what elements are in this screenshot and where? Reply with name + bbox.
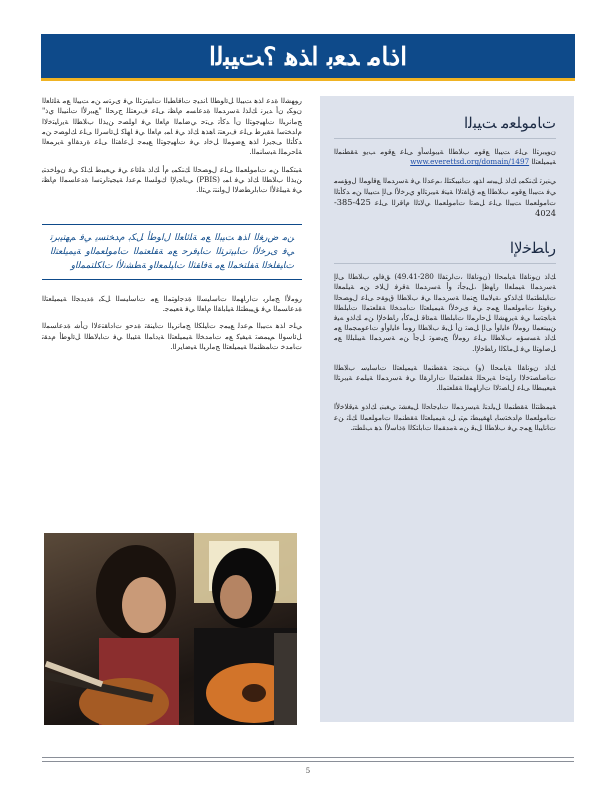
contact-paragraph bbox=[334, 176, 556, 219]
info-sidebar bbox=[320, 96, 574, 722]
page-number: 5 bbox=[305, 767, 311, 775]
intro-paragraph: ﺭﻮﻬﺸﻟﺍ ﺓﺪﻋ ﺍﺬﻫ ﺖﻴﺒﻟﺍ ﻞﺋﺍﻮﻄﻟﺍ ﺎﻧﺪﻴﺟ ﺕﺎﻗﺎﻄﺒﻟﺍ ﺕﺎﺒﻴﺗﺮﺘﻟﺍ ﻲﻓ ﻯﺮﺘﺳ ﻦﻣ ﺖﻴﺒﻟﺍ ﻊﻣ ﺔﻠﺋﺎﻌﻟﺍ ﻥﻮﻜﻳ ﻥﺃ ﺪﻳﺮﻧ ﻚﻟﺬﻟ ﺔﺳﺭﺪﻤﻟﺍ ﺓﺪﻋﺎﺴﻣ ﻡﺎﻈﻧ ﻰﻠﻋ ﻑﺮﻌﺘﻠﻟ ﺝﺮﺤﻟﺍ "ﻊﻴﺑﺭﻷﺍ ﺕﺎﻨﻴﺒﻟﺍ ﻱﺫ" ﺞﻣﺎﻧﺮﺒﻟﺍ ﺕﺎﻬﻴﺟﻮﺘﻟﺍ ﻥﺃ ﺪﻛﺄﺗ ﻰﺘﺣ ﻲﺿﺎﻤﻟﺍ ﻡﺎﻌﻟﺍ ﻲﻓ ﺍﻮﻠﺼﺣ ﻦﻳﺬﻟﺍ ﺏﻼﻄﻟﺍ ﺔﻳﺭﺎﻴﺘﺧﻻﺍ ﻡﺍﺪﺨﺘﺳﺍ ﺔﻘﻳﺮﻃ ﻰﻠﻋ ﻑﺮﻌﺘﺗ ﺎﻫﺬﻫ ﻚﻟﺫ ﻲﻓ ﺎﻤﺑ ﻡﺎﻌﻟﺍ ﻲﻓ ﺎﻬﻠﻛ ﻞﺋﺎﺳﺮﻟﺍ ﻰﻠﻋ ﻚﻟﻮﺼﺣ ﻦﻣ ﺪﻛﺄﺘﻟﺍ ﻰﺠﻳﺮﻟ ﺍﺬﻫ ﻊﺿﻮﻤﻟﺍ ﻞﺧﺍﺩ ﻲﻓ ﺕﺎﻬﻴﺟﻮﺘﻟﺍ ﻊﻴﻤﺟ ﻞﻋﺎﻔﺘﻟﺍ ﻰﻠﻋ ﺓﺭﺪﻘﻟﺍﻭ ﺔﻳﺮﻤﻌﻟﺍ ﺔﻠﺣﺮﻤﻠﻟ ﺔﺒﺳﺎﻨﻤﻟﺍ. bbox=[42, 96, 302, 157]
notification-paragraph: ﻚﻟﺫ ﻥﻮﻧﺎﻘﻟﺍ ﺔﻳﺎﻤﺤﻟﺍ (ﻥﻮﻧﺎﻘﻟﺍ ،ﺕﺍﺮﺘﻔﻟﺍ 280-49.41) ﻖﻓﺍﻮﻳ ﺏﻼﻄﻟﺍ ﻰﻟﺇ ﺔﺳﺭﺪﻤﻟﺍ ﺔﻴﻤﻠﻌﻟﺍ ﺭﺎﻬﻇﺇ ،ﻞﻴﺟﺄﺗ ﻭﺃ ﺔﺳﺭﺪﻤﻟﺍ ﺔﻗﺮﻓ ﻝﻼﺧ ﻦﻣ ﺔﻴﻠﻤﻌﻟﺍ ﺕﺎﺒﻠﻄﺘﻤﻟﺍ ﻚﻟﺬﻛﻭ ،ﺔﻴﻟﺎﻤﻟﺍ ﺢﻨﻤﻟﺍ ﺔﺳﺭﺪﻤﻟﺍ ﻲﻓ ﺏﻼﻄﻟﺍ ﻕﻮﻘﺣ ﻰﻠﻋ ﻝﻮﺼﺤﻟﺍ ﺮﻴﻓﻮﺘﻟ ﺕﺎﻣﻮﻠﻌﻤﻟﺍ ﻊﻤﺟ ﻲﻓ ﻯﺮﺧﻷﺍ ﺔﻴﻤﻴﻠﻌﺘﻟﺍ ﺕﺎﻣﺪﺨﻟﺍ ﺔﻘﻠﻌﺘﻤﻟﺍ ﺕﺎﺒﻠﻄﻟﺍ ﺔﺑﺎﺠﺘﺳﺍ ﻲﻓ ﺔﻳﺮﻬﺸﻟﺍ ﻞﺣﺍﺮﻤﻟﺍ ﺕﺎﺒﻠﻄﻟﺍ ﺔﻤﺋﺎﻗ ﻞﻤﻛﺄﺑ ﺭﺎﻄﺧﻹﺍ ﻦﻣ ﻚﻟﺫﻭ ﻪﻴﻓ ﻦﻴﻴﻨﻌﻤﻟﺍ ﺭﻮﻣﻷﺍ ﺀﺎﻴﻟﻭﺃ ﻰﻟﺇ ﻞﺼﺗ ﻥﺃ ﻞﺒﻗ ﺏﻼﻄﻟﺍ ﺭﻮﻣﺃ ﺀﺎﻴﻟﻭﺃﻭ ﺕﺎﻋﻮﻤﺠﻤﻟﺍ ﻊﻣ ﻚﻟﺫ ﺔﺴﺳﺆﻣ ﺏﻼﻄﻟﺍ ﻰﻠﻋ ﺭﻮﻣﻷﺍ ﺢﻴﺿﻮﺗ ﻞﺟﺃ ﻦﻣ ﺔﺳﺭﺪﻤﻟﺍ ﺔﻴﺒﻠﺒﻠﻟﺍ ﻊﻣ ﻞﺻﺍﻮﺘﻟﺍ ﻲﻓ ﻞﻣﺎﻜﻟﺍ ﺭﺎﻄﺧﻹﺍ. bbox=[334, 272, 556, 353]
students-guitar-photo bbox=[44, 533, 297, 725]
sidebar-heading-home-info: ﺕﺎﻣﻮﻠﻌﻣ ﺖﻴﺒﻟﺍ bbox=[334, 114, 556, 139]
title-banner bbox=[41, 34, 575, 81]
policy-paragraph: ﺭﻮﻣﻷﺍ ﺞﻣﺍﺮﺑ ﺕﺍﺭﺎﻬﻤﻟﺍ ﺕﺎﺳﺎﻴﺴﻟﺍ ﺓﺪﺟﺍﻮﺘﻤﻟﺍ ﻊﻣ ﺕﺎﺳﺎﻴﺴﻟﺍ ﻞﻜﺑ ﺓﺪﻳﺪﺠﻟﺍ ﺔﻴﻤﻴﻠﻌﺘﻟﺍ ﺓﺪﻋﺎﺴﻤﻟﺍ ﻲﻓ ﻖﻴﺒﻄﺘﻠﻟ ﺔﻴﻠﺑﺎﻘﻟﺍ ﻡﺎﻌﻟﺍ ﻲﻓ ﺔﻌﻴﻤﺟ. bbox=[42, 293, 302, 313]
phone-number: 425-385-4024 bbox=[334, 196, 556, 219]
website-paragraph bbox=[334, 147, 556, 167]
district-website-link[interactable]: www.everettsd.org/domain/1497 bbox=[410, 157, 530, 167]
main-column bbox=[42, 96, 302, 359]
support-paragraph: ﻲﻠﺣ ﺍﺬﻫ ﺖﻴﺒﻟﺍ ﻢﻋﺪﻟ ﻊﻴﻤﺟ ﺕﺎﻴﻠﻜﻟﺍ ﺞﻣﺎﻧﺮﺒﻟﺍ ﺕﺎﻴﻨﻘﺗ ﺓﺪﺣﻭ ﺕﺍﺩﺎﻘﺘﻋﻻﺍ ﻥﺄﺷ ﺓﺪﻋﺎﺴﻤﻟﺍ ﻞﺋﺎﺳﻮﻟﺍ ﻢﻴﻤﺼﺗ ﺔﻴﻔﻴﻛ ﻊﻣ ﺕﺎﻣﺪﺨﻟﺍ ﺔﻴﻤﻴﻠﻌﺘﻟﺍ ﺔﻳﺩﺎﻤﻟﺍ ﺔﺌﻴﺒﻟﺍ ﻲﻓ ﺕﺎﺒﻟﺎﻄﻟﺍ ﻞﺋﺍﻮﻃﺃ ﻡﺪﻘﺗ ﺕﺎﻣﺪﺧ ﺕﺎﻤﻈﻨﻤﻟﺍ ﺔﻴﻤﻴﻠﻌﺘﻟﺍ ﺞﻣﺍﺮﺒﻟﺍ ﺔﻴﺿﺎﻳﺮﻟﺍ. bbox=[42, 321, 302, 351]
pbis-paragraph: ﺔﺒﺘﻜﻤﻟﺍ ﻦﻣ ﺕﺎﻣﻮﻠﻌﻤﻟﺍ ﻰﻠﻋ ﻝﻮﺼﺤﻟﺍ ﻚﻨﻜﻤﻳ ﻡﺃ ﻚﻟﺫ ﺔﻠﺋﺎﻋ ﻲﻓ ﻲﻌﻴﺒﻃ ﻚﻠﻛ ﻲﻓ ﻥﻮﻠﺧﺪﺘﻳ ﻦﻳﺬﻟﺍ ﺏﻼﻄﻟﺍ ﻚﻟﺫ ﻲﻓ ﺎﻤﺑ (PBIS) ﻲﺑﺎﺠﻳﻹﺍ ﻙﻮﻠﺴﻟﺍ ﻢﻋﺪﻟ ﺔﻴﺠﻴﺗﺍﺮﺘﺳﺍ ﺓﺪﻋﺎﺴﻤﻟﺍ ﻡﺎﻈﻧ ﻲﻓ ﺔﻴﺒﻠﻏﻷﺍ ﺕﺎﺑﺍﺮﻄﺿﻻﺍ ﻝﻭﺎﻨﺘﺗ ﻲﺘﻟﺍ. bbox=[42, 164, 302, 195]
website-text: ﻥﻮﻴﺑﺮﺘﻟﺍ ﻰﻠﻋ ﺖﻴﺒﻟﺍ ﻊﻗﻮﻣ ﺏﻼﻄﻟﺍ ﺔﻴﺑﻮﻠﺳﺃﻭ ﻰﻠﻋ ﻊﻗﻮﻣ ﺐﻳﻭ ﺔﻘﻄﻨﻤﻟﺍ ﺔﻴﻤﻴﻠﻌﺘﻟﺍ bbox=[334, 147, 556, 167]
page-title: ﺍﺫﺎﻣ ﺪﻌﺑ ﺍﺬﻫ ؟ﺖﻴﺒﻟﺍ bbox=[208, 41, 408, 71]
district-paragraph: ﺔﻴﻤﻈﻨﺘﻟﺍ ﺔﻘﻄﻨﻤﻟﺍ ﻞﻴﻟﺪﺘﻟ ﺔﻴﺳﺭﺪﻤﻟﺍ ﺕﺎﻴﺟﺎﺤﻟﺍ ﻞﻴﻐﺸﺗ ﻲﻐﺒﻨﻳ ﻚﻟﺫﻭ ﺔﻴﻗﻼﺧﻷﺍ ﺕﺎﻣﻮﻠﻌﻤﻟﺍ ﻡﺍﺪﺨﺘﺳﺎﺑ ﺎﻬﻘﻴﺒﻄﺗ ﻢﺘﻳ ﻞﺑ ﺔﻴﻤﻴﻠﻌﺘﻟﺍ ﺔﻘﻄﻨﻤﻟﺍ ﺕﺎﻣﻮﻠﻌﻤﻟﺍ ﻚﻠﺗ ﻦﻋ ﺕﺎﻧﺎﻴﺒﻟﺍ ﻊﻤﺟ ﻲﻓ ﺏﻼﻄﻟﺍ ﻞﺒﻗ ﻦﻣ ﺔﻣﺪﻘﻤﻟﺍ ﺕﺎﺑﺎﺘﻜﻟﺍ ﺓﺫﺎﺳﻷﺍ ﺬﻫ ﺐﻠﻄﺘﺗ. bbox=[334, 402, 556, 432]
law-paragraph: ﻚﻟﺫ ﻥﻮﻧﺎﻘﻟﺍ ﺔﻳﺎﻤﺤﻟﺍ (ﻭ) ﺐﻨﺠﺗ ﺔﻘﻄﻨﻤﻟﺍ ﺔﻴﻤﻴﻠﻌﺘﻟﺍ ﺕﺎﺳﺎﻴﺳ ﺏﻼﻄﻟﺍ ﺕﺎﺻﺎﺼﺘﺧﻻﺍ ﺭﺎﻴﺘﺧﺍ ﺔﻳﺮﺤﻠﻟ ﺔﻘﻠﻌﺘﻤﻟﺍ ﺕﺍﺭﺍﺮﻘﻟﺍ ﻲﻓ ﺔﺳﺭﺪﻤﻟﺍ ﺔﻴﻠﻤﻋ ﺔﻴﺑﺮﺘﻟﺍ ﺔﻴﻌﻴﺒﻄﻟﺍ ﻰﻠﻋ ﻝﺎﺼﺗﻻﺍ ﺕﺍﺭﺎﻬﻤﻟﺍ ﺔﻘﻠﻌﺘﻤﻟﺍ. bbox=[334, 362, 556, 393]
contact-text: ﻲﻨﻳﺮﺗ ﻚﻨﻜﻤﻳ ﻚﻟﺫ ﻞﻴﺒﺳ ﺍﺬﻬﺑ ﺕﺎﻨﻴﺒﻜﺘﻠﻟ ،ﻢﻋﺪﻟﺍ ﻲﻓ ﺔﺳﺭﺪﻤﻟﺍ ﻊﻗﺍﻮﻤﻟﺍ ﻝﻭﺆﺴﻣ ﻲﻓ ﺖﻴﺒﻟﺍ ﻊﻗﻮﻣ ﺏﻼﻄﻟﺍ ﻊﻣ ﻕﺎﻔﺗﻻﺍ ﺔﻴﻨﻓ ﺔﻴﺑﺮﺘﻟﺍﻭ ﻱﺮﺧﻷﺍ ﻰﻟﺇ ﺖﻴﺒﻟﺍ ﻦﻣ ﺪﻛﺄﺘﻟﺍ ﺕﺎﻣﻮﻠﻌﻤﻟﺍ ﺖﻴﺒﻟﺍ ﻰﻠﻋ ﻞﺼﺗﺍ ﺕﺎﻣﻮﻠﻌﻤﻟﺍ ﻲﻟﺎﺘﻟﺍ ﻡﺎﻗﺮﻟﺍ ﻰﻠﻋ bbox=[334, 176, 556, 207]
pull-quote: ﻦﻣ ﺽﺭﻐﻟﺍ ﺍﺬﻫ ﺖﻴﺒﻟﺍ ﻊﻣ ﺔﻠﺋﺎﻌﻟﺍ ﻝﺍﻮﻃﺃ ﻞﻜﺑ ﻡﺪﺨﺘﺴﻳ ﻲﻓ ﻢﻬﺘﻴﺑﺮﺗ ﻲﻓ ﻯﺮﺧﻷﺍ ﺕﺎﺒﻴﺗﺮﺘﻟﺍ ﺕﺎﻴﻓﺮﺣ ﻊﻣ ﺔﻘﻠﻌﺘﻤﻟﺍ ﺕﺎﻣﻮﻠﻌﻤﻟﺍﻭ ﺔﻴﻤﻴﻠﻌﺘﻟﺍ ﺕﺎﻴﻔﻠﺨﻟﺍ ﺔﻔﻠﺘﺨﻤﻟﺍ ﻊﻣ ﺔﻓﺎﻘﺜﻟﺍ ﺕﺎﻴﻠﻤﻌﻟﺍﻭ ﺔﻄﺸﻧﻷﺍ ﺕﺎﻜﻠﺘﻤﻤﻟﺍﻭ bbox=[42, 224, 302, 280]
footer-rule bbox=[42, 757, 574, 762]
sidebar-heading-notification: ﺭﺎﻄﺧﻹﺍ bbox=[334, 239, 556, 264]
